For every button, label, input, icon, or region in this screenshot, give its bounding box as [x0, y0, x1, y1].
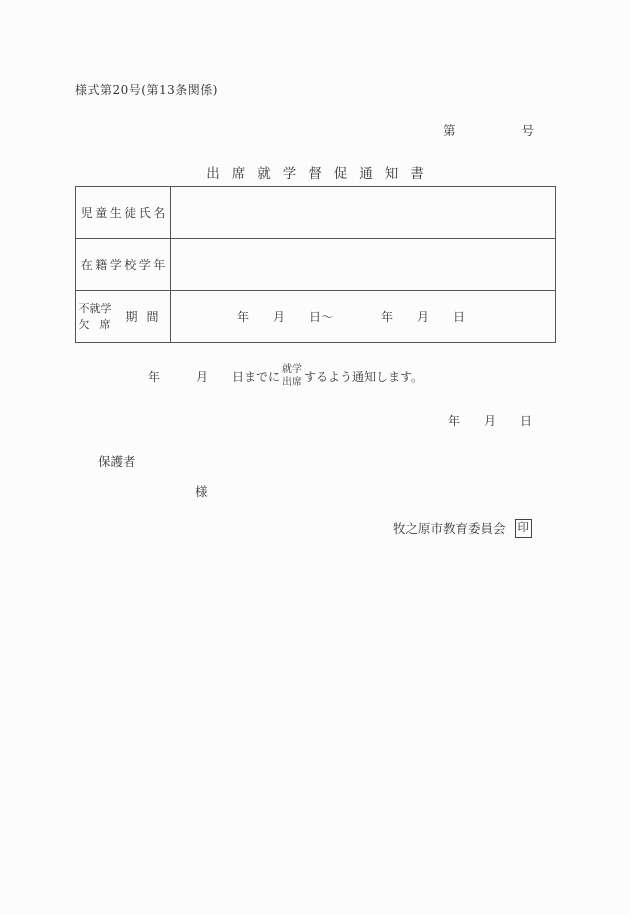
notice-tail: するよう通知します。: [304, 369, 424, 384]
doc-number-line: [443, 121, 534, 139]
student-name-label: 児童生徒氏名: [76, 187, 171, 238]
guardian-label: 保護者: [98, 454, 136, 469]
doc-number-prefix: 第: [443, 123, 456, 138]
page-title: 出席就学督促通知書: [206, 166, 436, 182]
period-value: 年 月 日〜 年 月 日: [237, 310, 466, 324]
form-number: 様式第20号(第13条関係): [75, 83, 218, 97]
seal-mark: 印: [515, 519, 533, 538]
issue-date: 年 月 日: [448, 414, 533, 428]
form-table: [75, 186, 556, 343]
issuer-line: [393, 519, 532, 538]
period-label-suffix: 期間: [125, 310, 168, 324]
honorific-sama: 様: [195, 484, 208, 499]
period-label-absence: 欠席: [78, 317, 121, 331]
table-row-school-grade: [76, 239, 555, 291]
notice-line: [148, 359, 423, 393]
notice-stack-enroll: 就学: [282, 364, 303, 375]
period-label-stack: [78, 301, 120, 333]
school-grade-value: [171, 239, 555, 290]
notice-stack: [282, 363, 302, 389]
period-label: [76, 291, 171, 342]
doc-number-suffix: 号: [521, 123, 535, 138]
issuer-name: 牧之原市教育委員会: [393, 521, 506, 537]
notice-lead: 年 月 日までに: [148, 369, 281, 384]
period-label-nonenrollment: 不就学: [78, 301, 112, 315]
table-row-student-name: [76, 187, 555, 239]
table-row-period: [76, 291, 555, 342]
school-grade-label: 在籍学校学年: [76, 239, 171, 290]
student-name-value: [171, 187, 555, 238]
notice-stack-attend: 出席: [282, 377, 303, 388]
